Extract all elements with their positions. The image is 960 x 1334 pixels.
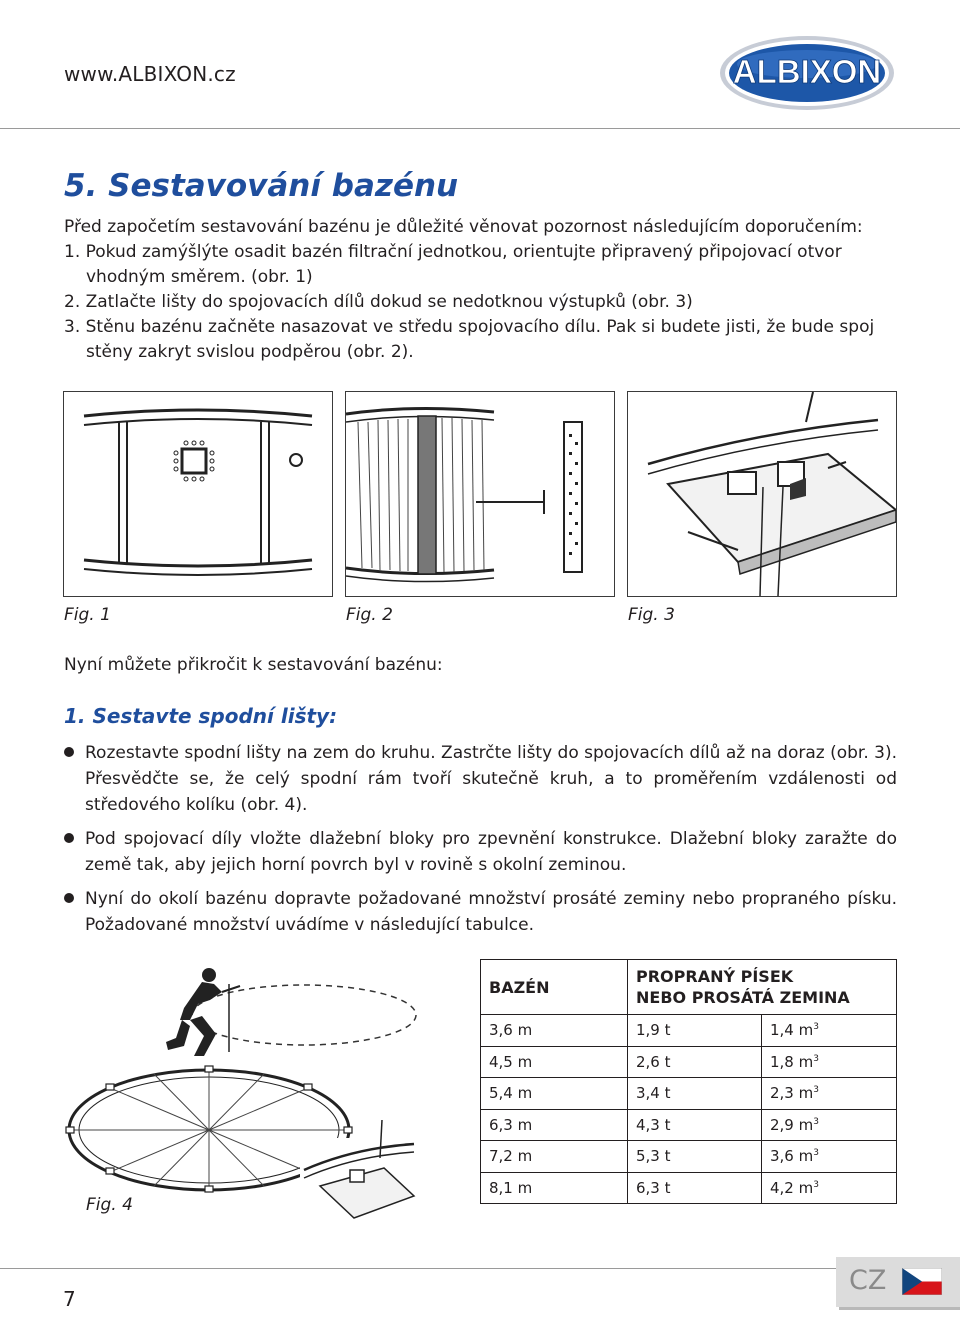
- bullet-icon: [64, 747, 74, 757]
- language-label: CZ: [849, 1265, 887, 1296]
- pool-diameter: 5,4 m: [481, 1078, 628, 1110]
- figure-2-caption: Fig. 2: [346, 605, 393, 625]
- pool-diameter: 6,3 m: [481, 1109, 628, 1141]
- table-row: [481, 1172, 897, 1204]
- table-header-pool: BAZÉN: [481, 960, 628, 1015]
- sand-volume: 1,4 $m^3$: [762, 1015, 897, 1047]
- table-header-row: [481, 960, 897, 1015]
- figure-3-connector: [627, 391, 897, 597]
- subsection-title: 1. Sestavte spodní lišty:: [64, 704, 338, 728]
- sand-tons: 2,6 t: [628, 1046, 762, 1078]
- sand-volume: 4,2 $m^3$: [762, 1172, 897, 1204]
- figure-1-caption: Fig. 1: [64, 605, 111, 625]
- bullet-icon: [64, 893, 74, 903]
- table-row: [481, 1078, 897, 1110]
- table-header-sand-line1: PROPRANÝ PÍSEK: [636, 967, 794, 986]
- step-3: 3. Stěnu bazénu začněte nasazovat ve středu spojovacího dílu. Pak si budete jisti, že bude spoj stěny zakryt svislou podpěrou (obr. 2).: [64, 317, 875, 362]
- pool-diameter: 7,2 m: [481, 1141, 628, 1173]
- pool-diameter: 4,5 m: [481, 1046, 628, 1078]
- bullet-text: Rozestavte spodní lišty na zem do kruhu. Zastrčte lišty do spojovacích dílů až na doraz (obr. 3). Přesvědčte se, že celý spodní rám tvoří skutečně kruh, a to proměřením vzdálenosti od středového kolíku (obr. 4).: [85, 743, 897, 815]
- figure-4-caption: Fig. 4: [86, 1195, 133, 1215]
- table-header-sand-line2: NEBO PROSÁTÁ ZEMINA: [636, 988, 850, 1007]
- sand-tons: 5,3 t: [628, 1141, 762, 1173]
- sand-quantity-table: [480, 959, 897, 1204]
- table-row: [481, 1046, 897, 1078]
- intro-text: Před započetím sestavování bazénu je důležité věnovat pozornost následujícím doporučením:: [64, 217, 863, 237]
- sand-volume: 2,9 $m^3$: [762, 1109, 897, 1141]
- sand-volume: 1,8 $m^3$: [762, 1046, 897, 1078]
- page-title: 5. Sestavování bazénu: [64, 168, 459, 204]
- page-number: 7: [63, 1287, 76, 1311]
- header-divider: [0, 128, 960, 129]
- step-1: 1. Pokud zamýšlýte osadit bazén filtrační jednotkou, orientujte připravený připojovací otvor vhodným směrem. (obr. 1): [64, 242, 842, 287]
- bullet-list: [64, 740, 897, 946]
- figure-2-wall-joint: [345, 391, 615, 597]
- sand-tons: 1,9 t: [628, 1015, 762, 1047]
- table-row: [481, 1141, 897, 1173]
- sand-tons: 3,4 t: [628, 1078, 762, 1110]
- intro-block: [64, 215, 904, 365]
- czech-flag-icon: [902, 1268, 942, 1295]
- step-2: 2. Zatlačte lišty do spojovacích dílů dokud se nedotknou výstupků (obr. 3): [64, 292, 693, 312]
- figure-3-caption: Fig. 3: [628, 605, 675, 625]
- now-text: Nyní můžete přikročit k sestavování bazénu:: [64, 655, 443, 675]
- bullet-text: Pod spojovací díly vložte dlažební bloky pro zpevnění konstrukce. Dlažební bloky zaražte do země tak, aby jejich horní povrch byl v rovině s okolní zeminou.: [85, 829, 897, 875]
- table-header-sand: [628, 960, 897, 1015]
- bullet-text: Nyní do okolí bazénu dopravte požadované množství prosáté zeminy nebo propraného písku. Požadované množství uvádíme v následující tabulce.: [85, 889, 897, 935]
- table-row: [481, 1015, 897, 1047]
- sand-volume: 3,6 $m^3$: [762, 1141, 897, 1173]
- bullet-icon: [64, 833, 74, 843]
- website-url: www.ALBIXON.cz: [64, 62, 236, 86]
- sand-volume: 2,3 $m^3$: [762, 1078, 897, 1110]
- pool-diameter: 3,6 m: [481, 1015, 628, 1047]
- sand-tons: 6,3 t: [628, 1172, 762, 1204]
- table-row: [481, 1109, 897, 1141]
- albixon-logo: [718, 34, 896, 112]
- figure-1-wall-panel: [63, 391, 333, 597]
- list-item: [64, 740, 897, 818]
- footer-divider: [0, 1268, 960, 1269]
- list-item: [64, 886, 897, 938]
- logo-text: ALBIXON: [732, 53, 882, 90]
- list-item: [64, 826, 897, 878]
- pool-diameter: 8,1 m: [481, 1172, 628, 1204]
- sand-tons: 4,3 t: [628, 1109, 762, 1141]
- figure-4-pool-circle: [64, 960, 424, 1230]
